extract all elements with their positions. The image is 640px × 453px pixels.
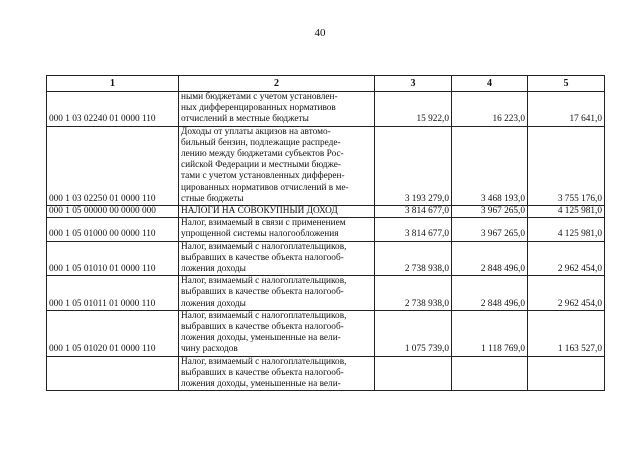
amount-cell-v5: 2 962 454,0 — [528, 276, 605, 311]
income-name-line: Налог, взимаемый с налогоплательщиков, — [181, 241, 347, 252]
income-name-cell — [179, 218, 375, 241]
amount-cell-v3: 3 814 677,0 — [375, 206, 452, 218]
amount-cell-v4: 3 967 265,0 — [452, 218, 528, 241]
income-name-line: ложения доходы — [181, 298, 246, 309]
income-name-line: тами с учетом установленных дифферен- — [181, 171, 345, 182]
column-header: 1 — [47, 76, 179, 92]
amount-cell-v3: 3 814 677,0 — [375, 218, 452, 241]
budget-code-cell — [47, 356, 179, 391]
budget-code-cell: 000 1 03 02240 01 0000 110 — [47, 92, 179, 127]
amount-cell-v4: 3 967 265,0 — [452, 206, 528, 218]
amount-cell-v5: 4 125 981,0 — [528, 206, 605, 218]
column-header: 5 — [528, 76, 605, 92]
amount-cell-v5: 17 641,0 — [528, 92, 605, 127]
amount-cell-v5: 3 755 176,0 — [528, 126, 605, 205]
budget-code-cell: 000 1 05 00000 00 0000 000 — [47, 206, 179, 218]
income-name-line: выбравших в качестве объекта налогооб- — [181, 367, 344, 378]
amount-cell-v4 — [452, 356, 528, 391]
income-name-line: лению между бюджетами субъектов Рос- — [181, 149, 344, 160]
amount-cell-v3: 2 738 938,0 — [375, 276, 452, 311]
income-name-cell — [179, 92, 375, 127]
budget-code-cell: 000 1 03 02250 01 0000 110 — [47, 126, 179, 205]
table-row — [47, 241, 605, 276]
amount-cell-v4: 2 848 496,0 — [452, 241, 528, 276]
income-name-line: стные бюджеты — [181, 193, 244, 204]
income-name-line: ложения доходы, уменьшенные на вели- — [181, 333, 341, 344]
amount-cell-v4: 2 848 496,0 — [452, 276, 528, 311]
amount-cell-v4: 3 468 193,0 — [452, 126, 528, 205]
income-name-line: Налог, взимаемый в связи с применением — [181, 218, 346, 229]
table-row — [47, 218, 605, 241]
amount-cell-v3: 2 738 938,0 — [375, 241, 452, 276]
page-number: 40 — [314, 27, 326, 39]
income-name-line: ных дифференцированных нормативов — [181, 103, 336, 114]
column-header: 3 — [375, 76, 452, 92]
income-name-line: отчислений в местные бюджеты — [181, 114, 309, 125]
income-name-line: бильный бензин, подлежащие распреде- — [181, 137, 341, 148]
income-name-line: выбравших в качестве объекта налогооб- — [181, 287, 344, 298]
income-name-line: ложения доходы — [181, 264, 246, 275]
income-name-cell — [179, 241, 375, 276]
table-row — [47, 126, 605, 205]
income-name-line: выбравших в качестве объекта налогооб- — [181, 322, 344, 333]
income-name-line: ложения доходы, уменьшенные на вели- — [181, 379, 341, 390]
income-name-line: Налог, взимаемый с налогоплательщиков, — [181, 356, 347, 367]
income-name-cell — [179, 126, 375, 205]
table-row — [47, 92, 605, 127]
income-name-line: Доходы от уплаты акцизов на автомо- — [181, 126, 331, 137]
budget-code-cell: 000 1 05 01011 01 0000 110 — [47, 276, 179, 311]
amount-cell-v5: 1 163 527,0 — [528, 310, 605, 356]
income-name-line: Налог, взимаемый с налогоплательщиков, — [181, 310, 347, 321]
amount-cell-v3 — [375, 356, 452, 391]
income-name-cell — [179, 276, 375, 311]
amount-cell-v4: 1 118 769,0 — [452, 310, 528, 356]
table-row — [47, 356, 605, 391]
table-row — [47, 276, 605, 311]
amount-cell-v5: 2 962 454,0 — [528, 241, 605, 276]
column-header: 2 — [179, 76, 375, 92]
amount-cell-v5 — [528, 356, 605, 391]
budget-code-cell: 000 1 05 01000 00 0000 110 — [47, 218, 179, 241]
income-name-line: ными бюджетами с учетом установлен- — [181, 92, 338, 102]
header-row — [47, 76, 605, 92]
income-name-line: цированных нормативов отчислений в ме- — [181, 182, 349, 193]
amount-cell-v4: 16 223,0 — [452, 92, 528, 127]
income-name-line: выбравших в качестве объекта налогооб- — [181, 252, 344, 263]
income-name-line: сийской Федерации и местными бюдже- — [181, 160, 342, 171]
amount-cell-v3: 15 922,0 — [375, 92, 452, 127]
amount-cell-v3: 1 075 739,0 — [375, 310, 452, 356]
income-name-line: чину расходов — [181, 344, 238, 355]
income-name-line: НАЛОГИ НА СОВОКУПНЫЙ ДОХОД — [181, 206, 338, 217]
income-name-cell — [179, 310, 375, 356]
income-name-cell — [179, 356, 375, 391]
amount-cell-v5: 4 125 981,0 — [528, 218, 605, 241]
income-name-line: Налог, взимаемый с налогоплательщиков, — [181, 276, 347, 287]
table-row — [47, 310, 605, 356]
income-name-line: упрощенной системы налогообложения — [181, 229, 339, 240]
column-header: 4 — [452, 76, 528, 92]
budget-table — [46, 75, 605, 391]
table-body — [47, 92, 605, 391]
budget-code-cell: 000 1 05 01020 01 0000 110 — [47, 310, 179, 356]
table-row — [47, 206, 605, 218]
budget-code-cell: 000 1 05 01010 01 0000 110 — [47, 241, 179, 276]
income-name-cell — [179, 206, 375, 218]
amount-cell-v3: 3 193 279,0 — [375, 126, 452, 205]
